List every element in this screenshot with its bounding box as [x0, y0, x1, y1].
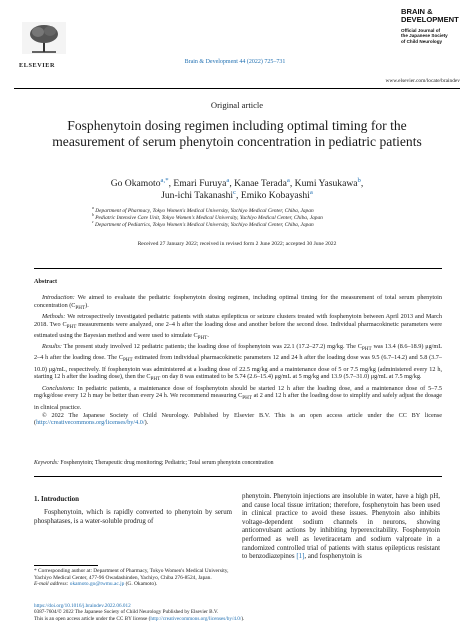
- body-right-column: phenytoin. Phenytoin injections are insoluble in water, have a high pH, and cause local tissue irritation; therefore, fosphenytoin has been used in clinical practice to avoid these issues. Phenytoin also inhibits voltage-dependent sodium channels in neurons, showing anticonvulsant actions by inhibiting hyperexcitability. Fosphenytoin performed as well as levetiracetam and sodium valproate in a randomized controlled trial of patients with status epilepticus resistant to benzodiazepines [1], and fosphenytoin is: [242, 493, 440, 561]
- affiliation-item: $^c$ Department of Pediatrics, Tokyo Women's Medical University, Yachiyo Medical Center, Chiba, Japan: [92, 220, 314, 228]
- author-affiliation-marker[interactable]: a: [309, 188, 313, 196]
- issn-line: 0387-7604/© 2022 The Japanese Society of Child Neurology Published by Elsevier B.V.: [34, 609, 219, 616]
- keywords: Keywords: Fosphenytoin; Therapeutic drug monitoring; Pediatric; Total serum phenytoin concentration: [34, 460, 274, 466]
- journal-url-link[interactable]: www.elsevier.com/locate/braindev: [385, 78, 460, 84]
- email-link[interactable]: okamoto.go@twmu.ac.jp: [69, 581, 125, 588]
- author-affiliation-marker[interactable]: a: [286, 176, 290, 184]
- author-affiliation-marker[interactable]: b: [357, 176, 361, 184]
- abstract-methods: Methods: We retrospectively investigated pediatric patients with status epilepticus or seizure clusters treated with fosphenytoin between April 2013 and March 2018. Two $C_{PHT}$ measurements were analyzed, one 2–4 h after the loading dose and another before the second dose. Individual pharmacokinetic parameters were estimated using the Bayesian method and were used to simulate $C_{PHT}$.: [34, 313, 442, 342]
- author-name[interactable]: Jun-ichi Takanashi: [161, 190, 234, 201]
- author-name[interactable]: Go Okamoto: [110, 178, 161, 189]
- body-paragraph: phenytoin. Phenytoin injections are insoluble in water, have a high pH, and cause local tissue irritation; therefore, fosphenytoin has been used in clinical practice to avoid these issues. Phenytoin also inhibits voltage-dependent sodium channels in neurons, showing anticonvulsant actions by inhibiting hyperexcitability. Fosphenytoin performed as well as levetiracetam and sodium valproate in a randomized controlled trial of patients with status epilepticus resistant to benzodiazepines: [242, 493, 440, 561]
- publisher-name: ELSEVIER: [19, 62, 56, 69]
- author-affiliation-marker[interactable]: a: [226, 176, 230, 184]
- doi-link[interactable]: https://doi.org/10.1016/j.braindev.2022.06.012: [34, 603, 131, 609]
- email-line: E-mail address: okamoto.go@twmu.ac.jp (G. Okamoto).: [34, 581, 158, 588]
- body-paragraph: Fosphenytoin, which is rapidly converted to phenytoin by serum phosphatases, is a water-soluble prodrug of: [34, 509, 232, 525]
- author-name[interactable]: Emiko Kobayashi: [240, 190, 310, 201]
- article-type: Original article: [210, 100, 264, 110]
- corresponding-author-note: * Corresponding author at: Department of Pharmacy, Tokyo Women's Medical University, Yachiyo Medical Center, 477-96 Owadashinden, Yachiyo, Chiba 276-8524, Japan.: [34, 568, 229, 581]
- author-name[interactable]: Emari Furuya: [173, 178, 227, 189]
- elsevier-tree-icon: [22, 22, 66, 54]
- open-access-line: This is an open access article under the CC BY license (http://creativecommons.org/licenses/by/4.0/).: [34, 615, 245, 622]
- author-affiliation-marker[interactable]: a,*: [160, 176, 169, 184]
- cover-subtitle: Official Journal of the Japanese Society of Child Neurology: [401, 27, 448, 44]
- body-left-column: [34, 509, 232, 526]
- abstract-heading: Abstract: [34, 278, 58, 285]
- footnote-divider: [34, 565, 98, 566]
- doi-block: [34, 603, 442, 622]
- abstract-body: [34, 294, 442, 427]
- author-name[interactable]: Kumi Yasukawa: [294, 178, 358, 189]
- abstract-copyright: © 2022 The Japanese Society of Child Neurology. Published by Elsevier B.V. This is an open access article under the CC BY license (http://creativecommons.org/licenses/by/4.0/).: [34, 411, 442, 427]
- reference-link[interactable]: [1]: [296, 553, 305, 561]
- elsevier-logo: [22, 22, 66, 60]
- section-heading: 1. Introduction: [34, 495, 79, 503]
- abstract-top-divider: [34, 268, 442, 269]
- affiliation-item: $^b$ Pediatric Intensive Care Unit, Tokyo Women's Medical University, Yachiyo Medical Center, Chiba, Japan: [92, 213, 323, 221]
- header-divider: [14, 88, 460, 89]
- affiliation-item: $^a$ Department of Pharmacy, Tokyo Women's Medical University, Yachiyo Medical Center, Chiba, Japan: [92, 206, 314, 214]
- author-list: Go Okamoto$^{a,*}$, Emari Furuya$^a$, Kanae Terada$^a$, Kumi Yasukawa$^b$, Jun-ichi Takanashi$^c$, Emiko Kobayashi$^a$: [110, 176, 364, 201]
- license-link[interactable]: http://creativecommons.org/licenses/by/4.0/: [36, 419, 145, 427]
- journal-reference-link[interactable]: Brain & Development 44 (2022) 725–731: [184, 59, 286, 65]
- footnote: [34, 568, 232, 588]
- abstract-introduction: Introduction: We aimed to evaluate the pediatric fosphenytoin dosing regimen, including optimal timing for the measurement of total serum phenytoin concentration $(C_{PHT})$.: [34, 294, 442, 312]
- author-name[interactable]: Kanae Terada: [234, 178, 287, 189]
- abstract-bottom-divider: [34, 476, 442, 477]
- abstract-conclusions: Conclusions: In pediatric patients, a maintenance dose of fosphenytoin should be started 12 h after the loading dose, and a maintenance dose of 5–7.5 mg/kg/dose every 12 h may be better than every 24 h. We recommend measuring $C_{PHT}$ at 2 and 12 h after the loading dose to simplify and safely adjust the dosage in clinical practice.: [34, 384, 442, 411]
- author-affiliation-marker[interactable]: c: [233, 188, 237, 196]
- abstract-results: Results: The present study involved 12 pediatric patients; the loading dose of fosphenytoin was 22.1 (17.2–27.2) mg/kg. The $C_{PHT}$ was 13.4 (8.6–18.9) μg/mL 2–4 h after the loading dose. The $C_{PHT}$ estimated from individual pharmacokinetic parameters 12 and 24 h after the loading dose was 9.5 (6.7–14.2) and 5.8 (3.7–10.0) μg/mL, respectively. If fosphenytoin was administered at a loading dose of 22.5 mg/kg and a maintenance dose of 5 or 7.5 mg/kg (administered every 12 h, starting 12 h after the loading dose), then the $C_{PHT}$ on day 8 was estimated to be 5.74 (2.6–15.4) μg/mL at 5 mg/kg and 13.9 (5.7–31.0) μg/mL at 7.5 mg/kg.: [34, 343, 442, 383]
- cover-title: BRAIN & DEVELOPMENT: [401, 7, 459, 25]
- affiliation-list: [60, 208, 420, 229]
- cc-license-link[interactable]: http://creativecommons.org/licenses/by/4.0/: [150, 615, 242, 622]
- article-title: Fosphenytoin dosing regimen including optimal timing for the measurement of serum phenytoin concentration in pediatric patients: [52, 118, 422, 149]
- received-dates: Received 27 January 2022; received in revised form 2 June 2022; accepted 30 June 2022: [137, 241, 337, 247]
- journal-cover: [401, 8, 457, 68]
